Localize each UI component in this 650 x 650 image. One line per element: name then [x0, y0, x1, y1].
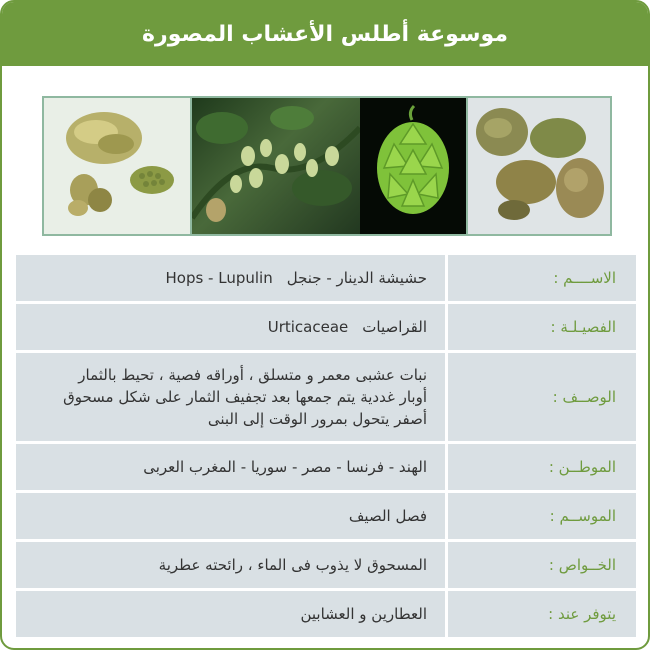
- hop-vine-image: [192, 98, 360, 234]
- table-row: [16, 542, 636, 588]
- table-row: [16, 493, 636, 539]
- family-value: [16, 304, 445, 350]
- availability-value: العطارين و العشابين: [16, 591, 445, 637]
- table-row: [16, 255, 636, 301]
- table-row: [16, 353, 636, 441]
- habitat-label: الموطــن :: [445, 444, 636, 490]
- habitat-value: الهند - فرنسا - مصر - سوريا - المغرب العربى: [16, 444, 445, 490]
- description-label: الوصــف :: [445, 353, 636, 441]
- family-latin: Urticaceae: [267, 318, 349, 336]
- season-label: الموســم :: [445, 493, 636, 539]
- table-row: [16, 591, 636, 637]
- name-arabic: حشيشة الدينار - جنجل: [286, 269, 427, 287]
- table-row: [16, 444, 636, 490]
- green-hop-cone-image: [360, 98, 468, 234]
- dried-hop-cones-image: [468, 98, 610, 234]
- photo-strip: [42, 96, 612, 236]
- description-value: نبات عشبى معمر و متسلق ، أوراقه فصية ، تحيط بالثمار أوبار غددية يتم جمعها بعد تجفيف الثمار على شكل مسحوق أصفر يتحول بمرور الوقت إلى البنى: [16, 353, 445, 441]
- name-label: الاســــم :: [445, 255, 636, 301]
- family-arabic: القراصيات: [362, 318, 427, 336]
- family-label: الفصيـلـة :: [445, 304, 636, 350]
- properties-label: الخــواص :: [445, 542, 636, 588]
- dried-hops-and-pellets-image: [44, 98, 192, 234]
- herb-info-table: [16, 252, 636, 640]
- table-row: [16, 304, 636, 350]
- name-value: [16, 255, 445, 301]
- availability-label: يتوفر عند :: [445, 591, 636, 637]
- season-value: فصل الصيف: [16, 493, 445, 539]
- card-header: [2, 2, 648, 66]
- page-title: موسوعة أطلس الأعشاب المصورة: [142, 21, 508, 47]
- name-latin: Hops - Lupulin: [165, 269, 273, 287]
- properties-value: المسحوق لا يذوب فى الماء ، رائحته عطرية: [16, 542, 445, 588]
